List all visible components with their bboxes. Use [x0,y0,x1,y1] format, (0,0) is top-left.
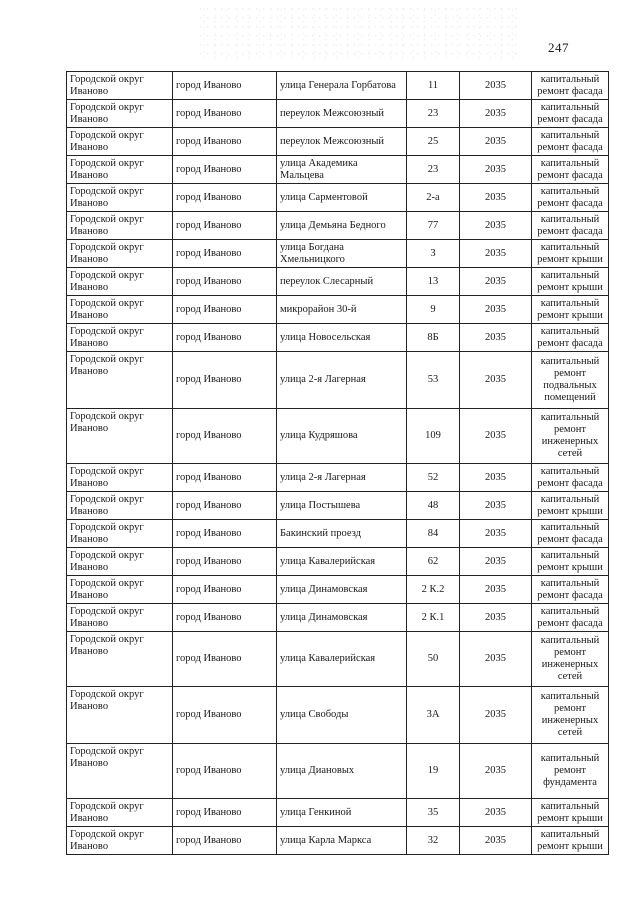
scan-noise [200,6,520,61]
cell-street: микрорайон 30-й [277,296,407,324]
cell-okrug: Городской округ Иваново [67,827,173,855]
cell-okrug: Городской округ Иваново [67,687,173,744]
cell-work: капитальный ремонт фундамента [532,744,609,799]
table-row [67,240,609,268]
cell-city: город Иваново [173,687,277,744]
cell-work: капитальный ремонт фасада [532,128,609,156]
cell-work: капитальный ремонт фасада [532,184,609,212]
cell-year: 2035 [460,352,532,409]
cell-house: 2 К.2 [407,576,460,604]
table-row [67,212,609,240]
cell-street: улица Сарментовой [277,184,407,212]
cell-work: капитальный ремонт фасада [532,604,609,632]
cell-house: 53 [407,352,460,409]
cell-work: капитальный ремонт инженерных сетей [532,687,609,744]
cell-year: 2035 [460,464,532,492]
table-row [67,156,609,184]
cell-okrug: Городской округ Иваново [67,352,173,409]
table-row [67,492,609,520]
cell-year: 2035 [460,520,532,548]
cell-street: улица Кудряшова [277,409,407,464]
cell-work: капитальный ремонт крыши [532,268,609,296]
cell-house: 9 [407,296,460,324]
cell-house: 8Б [407,324,460,352]
cell-year: 2035 [460,128,532,156]
cell-work: капитальный ремонт крыши [532,296,609,324]
cell-street: улица Новосельская [277,324,407,352]
table-row [67,184,609,212]
cell-house: 109 [407,409,460,464]
cell-work: капитальный ремонт фасада [532,324,609,352]
cell-city: город Иваново [173,240,277,268]
cell-city: город Иваново [173,604,277,632]
cell-street: улица Постышева [277,492,407,520]
cell-street: улица Академика Мальцева [277,156,407,184]
cell-okrug: Городской округ Иваново [67,520,173,548]
cell-city: город Иваново [173,409,277,464]
table-row [67,324,609,352]
cell-house: 23 [407,156,460,184]
cell-street: переулок Межсоюзный [277,100,407,128]
cell-okrug: Городской округ Иваново [67,128,173,156]
table-row [67,687,609,744]
table-row [67,632,609,687]
table-row [67,352,609,409]
cell-work: капитальный ремонт фасада [532,464,609,492]
cell-house: 2 К.1 [407,604,460,632]
table-row [67,520,609,548]
table-row [67,604,609,632]
table-row [67,100,609,128]
table-row [67,268,609,296]
cell-okrug: Городской округ Иваново [67,492,173,520]
cell-okrug: Городской округ Иваново [67,464,173,492]
cell-year: 2035 [460,799,532,827]
cell-okrug: Городской округ Иваново [67,799,173,827]
cell-city: город Иваново [173,100,277,128]
cell-okrug: Городской округ Иваново [67,409,173,464]
cell-street: улица Генкиной [277,799,407,827]
cell-city: город Иваново [173,72,277,100]
cell-city: город Иваново [173,548,277,576]
cell-year: 2035 [460,576,532,604]
table-body [67,72,609,855]
cell-house: 25 [407,128,460,156]
table-row [67,409,609,464]
cell-okrug: Городской округ Иваново [67,72,173,100]
cell-work: капитальный ремонт фасада [532,100,609,128]
cell-year: 2035 [460,409,532,464]
cell-house: 48 [407,492,460,520]
cell-house: 77 [407,212,460,240]
table-row [67,576,609,604]
cell-city: город Иваново [173,799,277,827]
cell-okrug: Городской округ Иваново [67,268,173,296]
cell-okrug: Городской округ Иваново [67,548,173,576]
cell-house: 11 [407,72,460,100]
cell-work: капитальный ремонт крыши [532,827,609,855]
cell-year: 2035 [460,100,532,128]
cell-city: город Иваново [173,744,277,799]
cell-work: капитальный ремонт фасада [532,576,609,604]
cell-street: улица 2-я Лагерная [277,464,407,492]
cell-street: улица Карла Маркса [277,827,407,855]
cell-street: переулок Межсоюзный [277,128,407,156]
repair-schedule-table [66,71,609,855]
cell-house: 84 [407,520,460,548]
cell-work: капитальный ремонт фасада [532,520,609,548]
cell-okrug: Городской округ Иваново [67,576,173,604]
cell-year: 2035 [460,744,532,799]
cell-street: улица Богдана Хмельницкого [277,240,407,268]
cell-okrug: Городской округ Иваново [67,604,173,632]
cell-year: 2035 [460,604,532,632]
cell-work: капитальный ремонт крыши [532,799,609,827]
page-number: 247 [548,40,569,55]
cell-okrug: Городской округ Иваново [67,184,173,212]
cell-street: улица Динамовская [277,576,407,604]
table-row [67,72,609,100]
cell-okrug: Городской округ Иваново [67,212,173,240]
table-row [67,744,609,799]
cell-street: улица 2-я Лагерная [277,352,407,409]
cell-street: переулок Слесарный [277,268,407,296]
cell-house: 3А [407,687,460,744]
cell-year: 2035 [460,268,532,296]
table-row [67,548,609,576]
cell-year: 2035 [460,212,532,240]
cell-city: город Иваново [173,492,277,520]
cell-okrug: Городской округ Иваново [67,744,173,799]
cell-city: город Иваново [173,212,277,240]
cell-house: 52 [407,464,460,492]
cell-work: капитальный ремонт фасада [532,72,609,100]
cell-work: капитальный ремонт крыши [532,548,609,576]
cell-city: город Иваново [173,296,277,324]
cell-okrug: Городской округ Иваново [67,632,173,687]
cell-okrug: Городской округ Иваново [67,156,173,184]
table-row [67,464,609,492]
cell-city: город Иваново [173,156,277,184]
cell-city: город Иваново [173,324,277,352]
cell-work: капитальный ремонт крыши [532,492,609,520]
table-row [67,799,609,827]
cell-house: 13 [407,268,460,296]
cell-work: капитальный ремонт инженерных сетей [532,632,609,687]
cell-street: улица Кавалерийская [277,548,407,576]
cell-city: город Иваново [173,184,277,212]
cell-work: капитальный ремонт крыши [532,240,609,268]
cell-city: город Иваново [173,268,277,296]
cell-house: 50 [407,632,460,687]
table-row [67,827,609,855]
cell-city: город Иваново [173,464,277,492]
cell-street: улица Динамовская [277,604,407,632]
cell-city: город Иваново [173,632,277,687]
cell-okrug: Городской округ Иваново [67,240,173,268]
cell-year: 2035 [460,548,532,576]
cell-street: улица Генерала Горбатова [277,72,407,100]
cell-house: 62 [407,548,460,576]
cell-house: 32 [407,827,460,855]
cell-city: город Иваново [173,576,277,604]
cell-work: капитальный ремонт фасада [532,156,609,184]
cell-okrug: Городской округ Иваново [67,296,173,324]
cell-work: капитальный ремонт подвальных помещений [532,352,609,409]
cell-street: Бакинский проезд [277,520,407,548]
cell-year: 2035 [460,156,532,184]
cell-work: капитальный ремонт инженерных сетей [532,409,609,464]
cell-street: улица Диановых [277,744,407,799]
cell-okrug: Городской округ Иваново [67,100,173,128]
cell-city: город Иваново [173,827,277,855]
cell-year: 2035 [460,492,532,520]
cell-year: 2035 [460,184,532,212]
cell-year: 2035 [460,632,532,687]
cell-work: капитальный ремонт фасада [532,212,609,240]
cell-year: 2035 [460,687,532,744]
table-row [67,296,609,324]
cell-city: город Иваново [173,520,277,548]
table-row [67,128,609,156]
cell-year: 2035 [460,296,532,324]
cell-city: город Иваново [173,352,277,409]
cell-street: улица Демьяна Бедного [277,212,407,240]
cell-house: 23 [407,100,460,128]
cell-okrug: Городской округ Иваново [67,324,173,352]
cell-year: 2035 [460,240,532,268]
cell-year: 2035 [460,827,532,855]
cell-house: 35 [407,799,460,827]
cell-city: город Иваново [173,128,277,156]
cell-house: 2-а [407,184,460,212]
cell-year: 2035 [460,324,532,352]
cell-year: 2035 [460,72,532,100]
cell-street: улица Кавалерийская [277,632,407,687]
cell-house: 19 [407,744,460,799]
cell-street: улица Свободы [277,687,407,744]
cell-house: 3 [407,240,460,268]
